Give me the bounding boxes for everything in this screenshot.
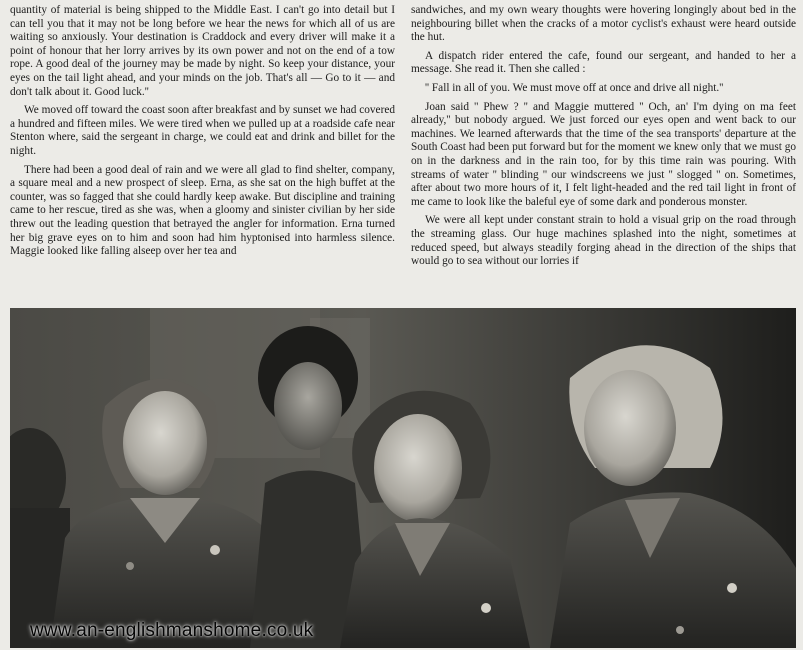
paragraph: We moved off toward the coast soon after breakfast and by sunset we had covered a hundred and fifteen miles. We were tired when we pulled up at a roadside cafe near Stenton where, said the sergeant in charge, we could eat and drink and billet for the night. — [10, 104, 395, 157]
paragraph: We were all kept under constant strain to hold a visual grip on the road through the streaming glass. Our huge machines splashed into the night, sometimes at reduced speed, but always steadily forging ahead in the direction of the ships that would go to sea without our lorries if — [411, 214, 796, 268]
paragraph: A dispatch rider entered the cafe, found our sergeant, and handed to her a message. She read it. Then she called : — [411, 49, 796, 76]
right-column — [411, 4, 796, 304]
paragraph: quantity of material is being shipped to the Middle East. I can't go into detail but I can tell you that it may not be long before we hear the news for which all of us are waiting so anxiously. Your destination is Craddock and every driver will make it a point of honour that her lorry arrives by its own power and not on the end of a tow rope. A good deal of the journey may be made by night. So keep your distance, your eyes on the tail light ahead, and your minds on the job. That's all — Go to it — and don't talk about it. Good luck.'' — [10, 4, 395, 98]
photo-illustration — [10, 308, 796, 648]
article-text — [10, 4, 796, 304]
paragraph: There had been a good deal of rain and we were all glad to find shelter, company, a square meal and a new prospect of sleep. Erna, as she sat on the high buffet at the counter, was so fagged that she could hardly keep awake. But discipline and training came to her rescue, tired as she was, when a gloomy and sinister civilian by her side threw out the leading question that betrayed the angler for information. Erna turned her big grave eyes on to him and soon had him hyptonised into harmless silence. Maggie looked like falling alseep over her tea and — [10, 163, 395, 258]
film-still-photo — [10, 308, 796, 648]
left-column — [10, 4, 395, 304]
watermark-text: www.an-englishmanshome.co.uk — [30, 620, 314, 641]
paragraph: Joan said '' Phew ? '' and Maggie muttered '' Och, an' I'm dying on ma feet already,'' but nobody argued. We just forced our eyes open and went back to our machines. We learned afterwards that the time of the sea transports' departure at the South Coast had been put forward but for the moment we knew only that we must go on in the darkness and in the rain too, for by this time rain was pouring. With streams of water '' blinding '' our windscreens we just '' slogged '' on. Sometimes, after about two more hours of it, I felt light-headed and the red tail light in front of me came to look like the baleful eye of some dark and ponderous monster. — [411, 100, 796, 208]
paragraph: sandwiches, and my own weary thoughts were hovering longingly about bed in the neighbouring billet when the cracks of a motor cyclist's exhaust were heard outside the hut. — [411, 4, 796, 44]
paragraph: '' Fall in all of you. We must move off at once and drive all night.'' — [425, 81, 724, 94]
